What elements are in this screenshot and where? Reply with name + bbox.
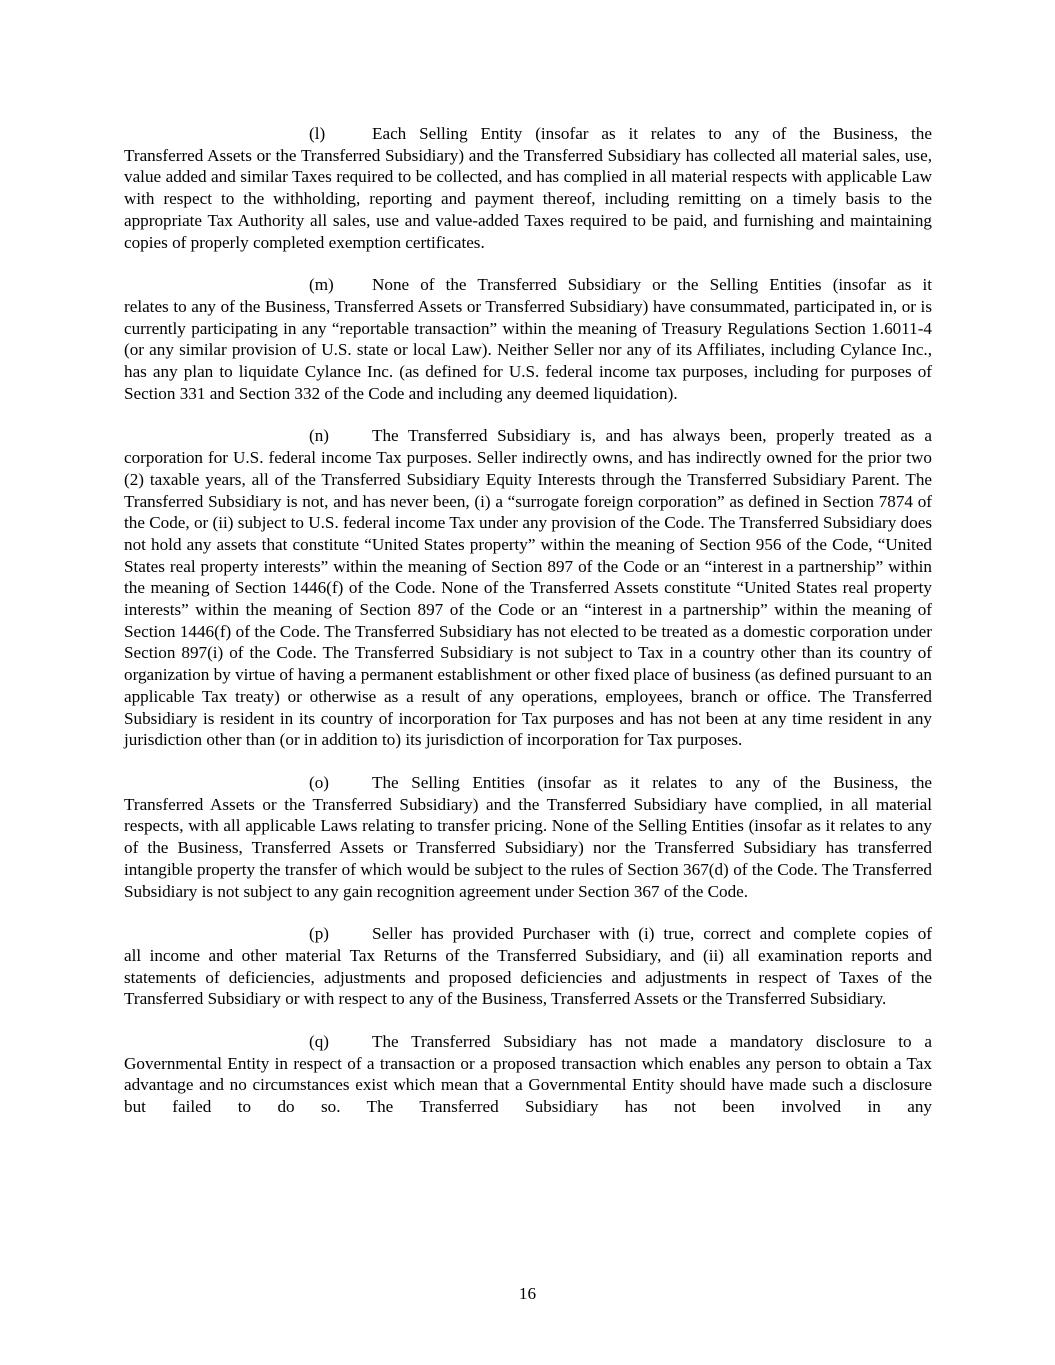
- document-body: [124, 123, 932, 1139]
- paragraph-first-line: [124, 123, 932, 145]
- paragraph-first-line: [124, 923, 932, 945]
- paragraph-body-text: Governmental Entity in respect of a transaction or a proposed transaction which enables any person to obtain a Tax advantage and no circumstances exist which mean that a Governmental Entity should have made such a disclosure but failed to do so. The Transferred Subsidiary has not been involved in any: [124, 1053, 932, 1117]
- page-number: 16: [518, 1284, 537, 1303]
- paragraph-marker: (o): [309, 772, 329, 792]
- paragraph-m: [124, 274, 932, 404]
- paragraph-lead-text: The Transferred Subsidiary has not made a mandatory disclosure to a: [372, 1032, 932, 1052]
- paragraph-body-text: Transferred Assets or the Transferred Subsidiary) and the Transferred Subsidiary has collected all material sales, use, value added and similar Taxes required to be collected, and has complied in all material respects with applicable Law with respect to the withholding, reporting and payment thereof, including remitting on a timely basis to the appropriate Tax Authority all sales, use and value-added Taxes required to be paid, and furnishing and maintaining copies of properly completed exemption certificates.: [124, 145, 932, 252]
- paragraph-first-line: [124, 772, 932, 794]
- paragraph-l: [124, 123, 932, 253]
- paragraph-marker: (q): [309, 1032, 329, 1052]
- paragraph-marker: (p): [309, 924, 329, 944]
- paragraph-p: [124, 923, 932, 1010]
- paragraph-marker: (m): [309, 275, 334, 295]
- paragraph-lead-text: The Selling Entities (insofar as it relates to any of the Business, the: [372, 772, 932, 792]
- paragraph-q: [124, 1031, 932, 1118]
- paragraph-body-text: corporation for U.S. federal income Tax purposes. Seller indirectly owns, and has indirectly owned for the prior two (2) taxable years, all of the Transferred Subsidiary Equity Interests through the Transferred Subsidiary Parent. The Transferred Subsidiary is not, and has never been, (i) a “surrogate foreign corporation” as defined in Section 7874 of the Code, or (ii) subject to U.S. federal income Tax under any provision of the Code. The Transferred Subsidiary does not hold any assets that constitute “United States property” within the meaning of Section 956 of the Code, “United States real property interests” within the meaning of Section 897 of the Code or an “interest in a partnership” within the meaning of Section 1446(f) of the Code. None of the Transferred Assets constitute “United States real property interests” within the meaning of Section 897 of the Code or an “interest in a partnership” within the meaning of Section 1446(f) of the Code. The Transferred Subsidiary has not elected to be treated as a domestic corporation under Section 897(i) of the Code. The Transferred Subsidiary is not subject to Tax in a country other than its country of organization by virtue of having a permanent establishment or other fixed place of business (as defined pursuant to an applicable Tax treaty) or otherwise as a result of any operations, employees, branch or office. The Transferred Subsidiary is resident in its country of incorporation for Tax purposes and has not been at any time resident in any jurisdiction other than (or in addition to) its jurisdiction of incorporation for Tax purposes.: [124, 448, 932, 750]
- paragraph-lead-text: Each Selling Entity (insofar as it relates to any of the Business, the: [372, 124, 932, 143]
- paragraph-n: [124, 425, 932, 751]
- paragraph-o: [124, 772, 932, 902]
- paragraph-first-line: [124, 425, 932, 447]
- paragraph-lead-text: Seller has provided Purchaser with (i) true, correct and complete copies of: [372, 924, 932, 944]
- paragraph-lead-text: None of the Transferred Subsidiary or the Selling Entities (insofar as it: [372, 275, 932, 295]
- paragraph-body-text: relates to any of the Business, Transferred Assets or Transferred Subsidiary) have consummated, participated in, or is currently participating in any “reportable transaction” within the meaning of Treasury Regulations Section 1.6011-4 (or any similar provision of U.S. state or local Law). Neither Seller nor any of its Affiliates, including Cylance Inc., has any plan to liquidate Cylance Inc. (as defined for U.S. federal income tax purposes, including for purposes of Section 331 and Section 332 of the Code and including any deemed liquidation).: [124, 296, 932, 403]
- paragraph-first-line: [124, 274, 932, 296]
- paragraph-marker: (l): [309, 124, 326, 143]
- paragraph-body-text: Transferred Assets or the Transferred Subsidiary) and the Transferred Subsidiary have complied, in all material respects, with all applicable Laws relating to transfer pricing. None of the Selling Entities (insofar as it relates to any of the Business, Transferred Assets or Transferred Subsidiary) nor the Transferred Subsidiary has transferred intangible property the transfer of which would be subject to the rules of Section 367(d) of the Code. The Transferred Subsidiary is not subject to any gain recognition agreement under Section 367 of the Code.: [124, 794, 932, 901]
- paragraph-marker: (n): [309, 426, 329, 446]
- paragraph-body-text: all income and other material Tax Returns of the Transferred Subsidiary, and (ii) all examination reports and statements of deficiencies, adjustments and proposed deficiencies and adjustments in respect of Taxes of the Transferred Subsidiary or with respect to any of the Business, Transferred Assets or the Transferred Subsidiary.: [124, 945, 932, 1009]
- paragraph-lead-text: The Transferred Subsidiary is, and has always been, properly treated as a: [372, 426, 932, 446]
- paragraph-first-line: [124, 1031, 932, 1053]
